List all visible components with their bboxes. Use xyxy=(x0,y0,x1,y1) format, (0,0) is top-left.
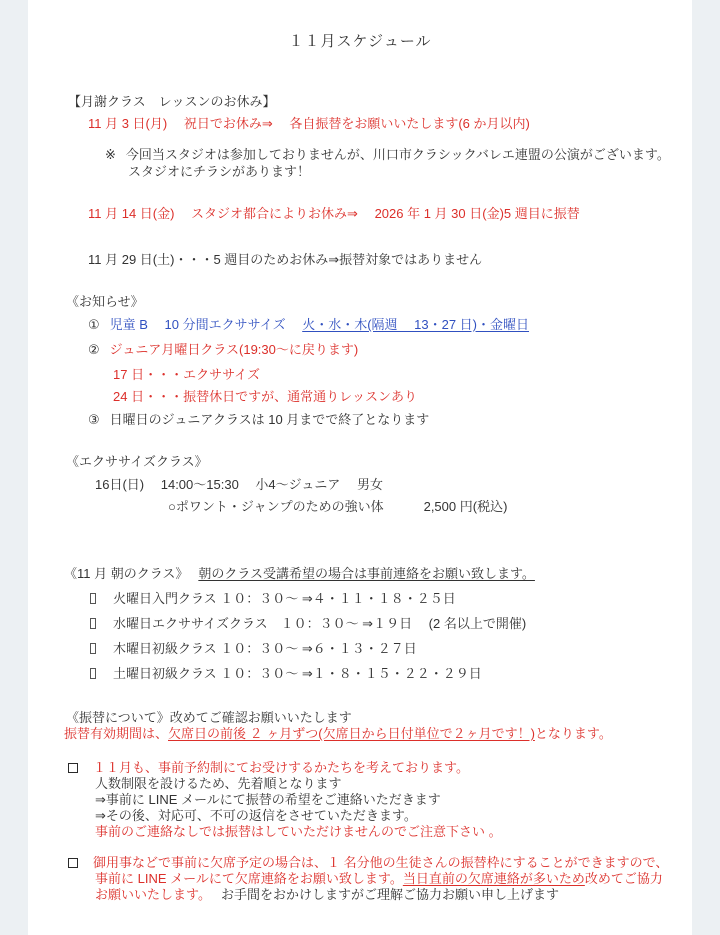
absence-block-line1 xyxy=(28,855,692,871)
reservation-block-line1 xyxy=(28,760,692,776)
morning-item-text: 木曜日初級クラス １０：３０〜 ⇒６・１３・２７日 xyxy=(113,641,417,656)
bullet-box-icon xyxy=(90,668,96,679)
reservation-block-line3: ⇒事前に LINE メールにて振替の希望をご連絡いただきます xyxy=(95,792,441,807)
exercise-price: 2,500 円(税込) xyxy=(423,499,508,514)
document-page xyxy=(28,0,692,935)
absence-line3-red: お願いいたします。 xyxy=(95,887,211,902)
checkbox-icon xyxy=(68,858,78,868)
reference-mark: ※ xyxy=(105,147,116,162)
studio-notice-text: 今回当スタジオは参加しておりませんが、川口市クラシックバレエ連盟の公演がございます。 xyxy=(125,147,670,162)
nov14-holiday-line: 11 月 14 日(金) スタジオ都合によりお休み⇒ 2026 年 1 月 30 日(金)5 週目に振替 xyxy=(88,206,580,221)
valid-period-suffix: となります。 xyxy=(534,726,612,741)
checkbox-icon xyxy=(68,763,78,773)
reservation-line1-text: １１月も、事前予約制にてお受けするかたちを考えております。 xyxy=(93,760,469,775)
transfer-valid-period-line xyxy=(28,726,692,742)
nov3-holiday-line: 11 月 3 日(月) 祝日でお休み⇒ 各自振替をお願いいたします(6 か月以内) xyxy=(88,116,530,131)
bullet-box-icon xyxy=(90,618,96,629)
circled-1: ① xyxy=(88,317,100,332)
absence-line3-black: お手間をおかけしますがご理解ご協力お願い申し上げます xyxy=(220,887,559,902)
bullet-box-icon xyxy=(90,643,96,654)
morning-class-heading: 《11 月 朝のクラス》 xyxy=(64,566,189,581)
page-title: １１月スケジュール xyxy=(288,33,432,50)
morning-item-wednesday xyxy=(28,615,692,632)
absence-line2-underlined: 当日直前の欠席連絡が多いため xyxy=(402,871,585,886)
morning-item-text: 火曜日入門クラス １０：３０〜 ⇒４・１１・１８・２５日 xyxy=(113,591,456,606)
absence-line1-text: 御用事などで事前に欠席予定の場合は、１ 名分他の生徒さんの振替枠にすることができますので、 xyxy=(93,855,669,870)
nov29-holiday-line: 11 月 29 日(土)・・・5 週目のためお休み⇒振替対象ではありません xyxy=(88,252,483,267)
studio-notice-line2: スタジオにチラシがあります！ xyxy=(128,164,311,179)
news-item-1-days: 火・水・木(隔週 13・27 日)・金曜日 xyxy=(302,317,530,332)
morning-item-thursday xyxy=(28,640,692,657)
exercise-class-name: ○ポワント・ジャンプのための強い体 xyxy=(168,499,384,514)
valid-period-underlined: 欠席日の前後 ２ ヶ月ずつ(欠席日から日付単位で２ヶ月です！) xyxy=(168,726,535,741)
absence-line2-post: 改めてご協力 xyxy=(584,871,663,886)
exercise-schedule-line: 16日(日) 14:00〜15:30 小4〜ジュニア 男女 xyxy=(95,477,383,492)
morning-class-heading-line xyxy=(28,565,692,582)
circled-2: ② xyxy=(88,342,100,357)
morning-item-text: 土曜日初級クラス １０：３０〜 ⇒１・８・１５・２２・２９日 xyxy=(113,666,482,681)
news-item-2 xyxy=(28,341,692,358)
morning-item-tuesday xyxy=(28,590,692,607)
news-item-3 xyxy=(28,411,692,428)
monthly-class-heading: 【月謝クラス レッスンのお休み】 xyxy=(68,94,276,109)
exercise-class-heading: 《エクササイズクラス》 xyxy=(66,454,208,469)
news-heading: 《お知らせ》 xyxy=(66,294,144,309)
news-item-1 xyxy=(28,316,692,333)
circled-3: ③ xyxy=(88,412,100,427)
studio-notice-line1 xyxy=(28,146,692,163)
reservation-block-line4: ⇒その後、対応可、不可の返信をさせていただきます。 xyxy=(95,808,417,823)
morning-item-saturday xyxy=(28,665,692,682)
absence-line2-pre: 事前に LINE メールにて欠席連絡をお願い致します。 xyxy=(95,871,403,886)
absence-block-line2 xyxy=(28,871,692,887)
morning-class-note: 朝のクラス受講希望の場合は事前連絡をお願い致します。 xyxy=(198,566,535,581)
transfer-heading: 《振替について》改めてご確認お願いいたします xyxy=(66,710,352,725)
reservation-block-line5: 事前のご連絡なしでは振替はしていただけませんのでご注意下さい 。 xyxy=(95,824,502,839)
news-item-2-sub2: 24 日・・・振替休日ですが、通常通りレッスンあり xyxy=(113,389,417,404)
news-item-1-text: 児童 B 10 分間エクササイズ xyxy=(109,317,303,332)
reservation-block-line2: 人数制限を設けるため、先着順となります xyxy=(95,776,342,791)
exercise-detail-line xyxy=(28,498,692,515)
bullet-box-icon xyxy=(90,593,96,604)
morning-item-text: 水曜日エクササイズクラス １０：３０〜 ⇒１９日 (2 名以上で開催) xyxy=(113,616,527,631)
news-item-3-text: 日曜日のジュニアクラスは 10 月までで終了となります xyxy=(109,412,430,427)
valid-period-prefix: 振替有効期間は、 xyxy=(64,726,169,741)
news-item-2-sub1: 17 日・・・エクササイズ xyxy=(113,367,261,382)
absence-block-line3 xyxy=(28,887,692,903)
news-item-2-text: ジュニア月曜日クラス(19:30〜に戻ります) xyxy=(109,342,359,357)
